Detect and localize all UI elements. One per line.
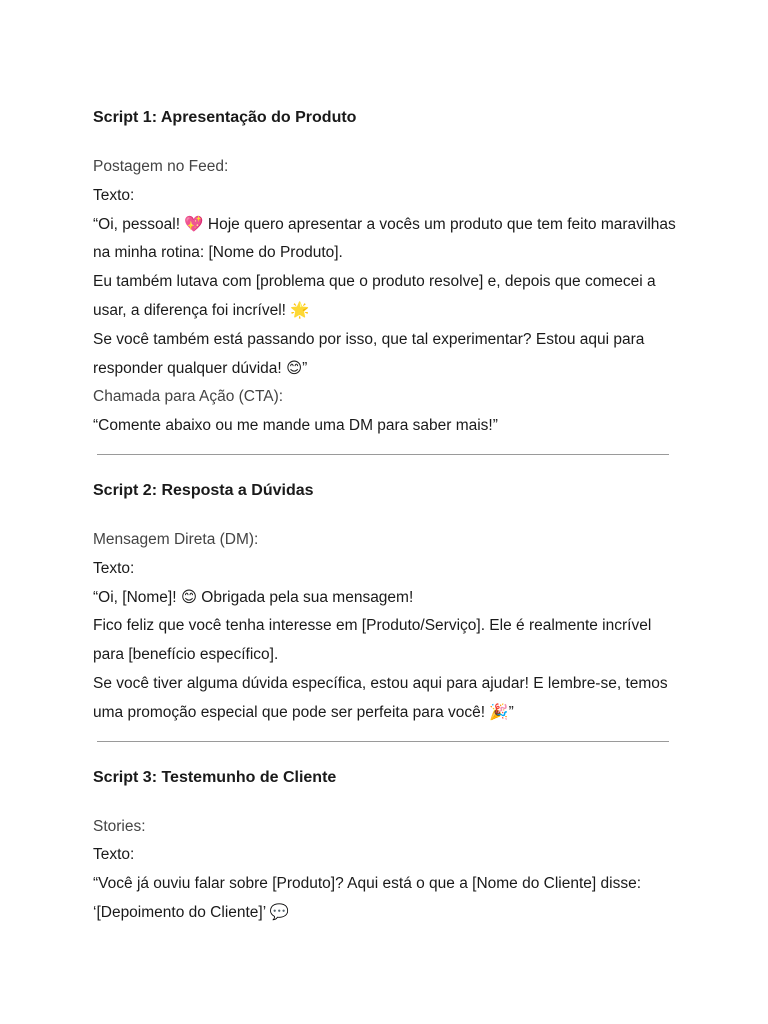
body-line: Se você também está passando por isso, que tal experimentar? Estou aqui para: [93, 330, 645, 348]
body-line: Fico feliz que você tenha interesse em [Produto/Serviço]. Ele é realmente incrível: [93, 617, 652, 635]
body-line: ‘[Depoimento do Cliente]’ 💬: [93, 903, 290, 921]
body-line: “Oi, [Nome]! 😊 Obrigada pela sua mensagem!: [93, 588, 414, 606]
section-title-1: Script 1: Apresentação do Produto: [93, 109, 357, 126]
text-label: Texto:: [93, 559, 135, 577]
text-label: Texto:: [93, 846, 135, 864]
body-line: “Comente abaixo ou me mande uma DM para saber mais!”: [93, 417, 498, 435]
body-line: uma promoção especial que pode ser perfeita para você! 🎉”: [93, 703, 514, 721]
section-title-3: Script 3: Testemunho de Cliente: [93, 768, 337, 786]
body-line: usar, a diferença foi incrível! 🌟: [93, 301, 310, 319]
body-line: Eu também lutava com [problema que o produto resolve] e, depois que comecei a: [93, 273, 656, 291]
section-divider: [97, 741, 669, 742]
body-line: “Você já ouviu falar sobre [Produto]? Aqui está o que a [Nome do Cliente] disse:: [93, 875, 641, 893]
section-body-2: [93, 526, 768, 728]
section-divider: [97, 454, 669, 455]
script-section-3: [93, 767, 768, 928]
section-title-2: Script 2: Resposta a Dúvidas: [93, 481, 314, 499]
text-label: Texto:: [93, 186, 135, 204]
subheading-stories: Stories:: [93, 817, 146, 835]
subheading-feed-post: Postagem no Feed:: [93, 158, 229, 175]
body-line: responder qualquer dúvida! 😊”: [93, 359, 308, 377]
body-line: na minha rotina: [Nome do Produto].: [93, 244, 343, 262]
script-section-1: [93, 107, 768, 441]
script-section-2: [93, 480, 768, 728]
body-line: “Oi, pessoal! 💖 Hoje quero apresentar a vocês um produto que tem feito maravilhas: [93, 215, 676, 233]
subheading-direct-message: Mensagem Direta (DM):: [93, 530, 259, 548]
section-body-1: [93, 153, 768, 441]
subheading-cta: Chamada para Ação (CTA):: [93, 388, 284, 406]
body-line: Se você tiver alguma dúvida específica, estou aqui para ajudar! E lembre-se, temos: [93, 674, 668, 692]
body-line: para [benefício específico].: [93, 646, 279, 664]
section-body-3: [93, 813, 768, 928]
